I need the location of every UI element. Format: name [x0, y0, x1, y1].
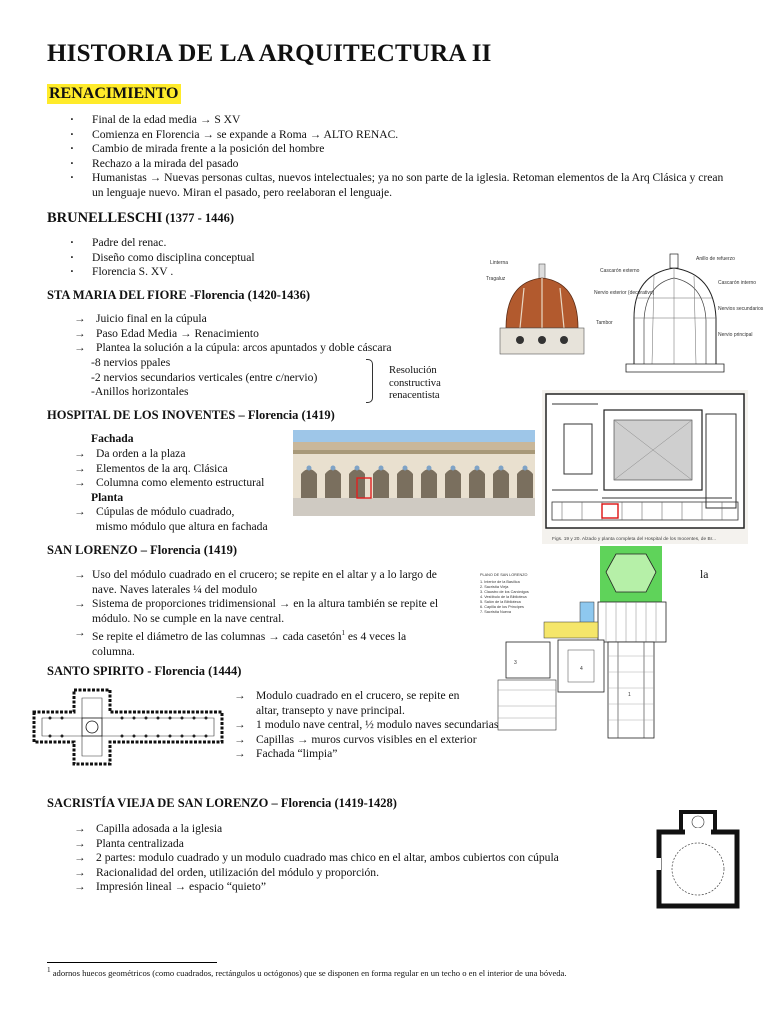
brunelleschi-dates: (1377 - 1446)	[165, 211, 235, 225]
list-item: → Impresión lineal → espacio “quieto”	[74, 880, 654, 895]
list-item: → Capilla adosada a la iglesia	[74, 822, 654, 837]
page-title: HISTORIA DE LA ARQUITECTURA II	[47, 40, 492, 67]
planta-label: Planta	[91, 491, 124, 504]
list-item: · Cambio de mirada frente a la posición del hombre	[70, 142, 730, 157]
sacristia-plan-figure	[655, 808, 741, 912]
item-text: módulo. No se cumple en la nave central.	[92, 611, 285, 625]
list-item: · Comienza en Florencia → se expande a Roma → ALTO RENAC.	[70, 128, 730, 143]
hospital-facade-photo	[293, 430, 535, 516]
list-item: · Diseño como disciplina conceptual	[70, 251, 470, 266]
plan-caption: Figs. 19 y 20. Alzado y planta completa del Hospital de los Inocentes, de Br...	[552, 537, 716, 542]
list-item: → Racionalidad del orden, utilización del módulo y proporción.	[74, 866, 654, 881]
item-text: es 4 veces la	[345, 630, 407, 644]
dome-structure-figure	[484, 248, 764, 382]
fiore-heading: STA MARIA DEL FIORE -Florencia (1420-1436)	[47, 288, 311, 302]
list-item: → Columna como elemento estructural	[74, 476, 294, 491]
list-item: → 1 modulo nave central, ½ modulo naves secundarias	[234, 718, 534, 733]
svg-text:4: 4	[580, 666, 583, 672]
item-text: Se repite el diámetro de las columnas → cada casetón	[92, 630, 342, 644]
list-item: · Padre del renac.	[70, 236, 470, 251]
footnote-text: adornos huecos geométricos (como cuadrados, rectángulos u octógonos) que se disponen en forma regular en un techo o en el interior de una bóveda.	[50, 967, 567, 978]
brunelleschi-list	[70, 236, 470, 280]
footnote	[47, 966, 737, 978]
sacristia-list	[74, 822, 654, 895]
renacimiento-list	[70, 113, 730, 201]
fachada-label: Fachada	[91, 432, 134, 445]
item-text: columna.	[92, 644, 135, 658]
fig-label: Tragaluz	[486, 276, 506, 282]
footnote-divider	[47, 962, 217, 963]
list-item: → Da orden a la plaza	[74, 447, 294, 462]
fiore-list	[74, 312, 474, 356]
legend-item: 1. Interior de la Basílica	[480, 580, 520, 584]
list-item: · Final de la edad media → S XV	[70, 113, 730, 128]
hospital-fachada-list	[74, 447, 294, 491]
list-item: → Se repite el diámetro de las columnas → cada casetón$^1$ es 4 veces la columna.	[74, 626, 407, 658]
list-item: → 2 partes: modulo cuadrado y un modulo cuadrado mas chico en el altar, ambos cubiertos con cúpula	[74, 851, 654, 866]
list-item: → Sistema de proporciones tridimensional → en la altura también se repite el módulo. No se cumple en la nave central.	[74, 597, 439, 625]
brunelleschi-name: BRUNELLESCHI	[47, 210, 163, 226]
fiore-sublist	[91, 356, 361, 400]
list-item: mismo módulo que altura en fachada	[96, 519, 268, 533]
sanlorenzo-trailing-word: la	[700, 568, 709, 581]
santospirito-list	[234, 689, 534, 762]
sacristia-heading: SACRISTÍA VIEJA DE SAN LORENZO – Florencia (1419-1428)	[47, 796, 397, 810]
hospital-plan-figure	[542, 390, 748, 544]
legend-title: PLANO DE SAN LORENZO	[480, 573, 528, 577]
list-item: → Planta centralizada	[74, 837, 654, 852]
item-text: Sistema de proporciones tridimensional → en la altura también se repite el	[92, 597, 439, 611]
fig-label: Anillo de refuerzo	[696, 256, 735, 262]
fig-label: Linterna	[490, 260, 509, 266]
hospital-heading: HOSPITAL DE LOS INOVENTES – Florencia (1419)	[47, 408, 335, 422]
list-item: -Anillos horizontales	[91, 385, 189, 399]
footnote-mark: 1	[47, 966, 51, 974]
legend-item: 5. Salón de la Biblioteca	[480, 600, 521, 604]
legend-item: 6. Capilla de los Príncipes	[480, 605, 524, 609]
fiore-note: Resolución constructiva renacentista	[389, 365, 441, 401]
list-item: · Florencia S. XV .	[70, 265, 470, 280]
legend-item: 2. Sacristía Vieja	[480, 585, 509, 589]
list-item: → Cúpulas de módulo cuadrado,	[74, 505, 304, 520]
item-text: nave. Naves laterales ¼ del modulo	[92, 582, 258, 596]
legend-item: 3. Claustro de los Canónigos	[480, 590, 529, 594]
fig-label: Tambor	[596, 320, 613, 326]
hospital-planta-list	[74, 505, 304, 534]
santospirito-heading: SANTO SPIRITO - Florencia (1444)	[47, 664, 242, 678]
legend-item: 4. Vestíbulo de la Biblioteca	[480, 595, 527, 599]
list-item: → Uso del módulo cuadrado en el crucero; se repite en el altar y a lo largo de nave. Naves laterales ¼ del modulo	[74, 568, 437, 596]
item-text: Uso del módulo cuadrado en el crucero; se repite en el altar y a lo largo de	[92, 568, 437, 581]
svg-text:1: 1	[628, 692, 631, 698]
list-item: -2 nervios secundarios verticales (entre c/nervio)	[91, 370, 318, 384]
list-item: → Elementos de la arq. Clásica	[74, 462, 294, 477]
brace	[366, 359, 373, 403]
santospirito-plan-figure	[30, 686, 226, 768]
section-heading-renacimiento: RENACIMIENTO	[49, 85, 179, 102]
fig-label: Cascarón interno	[718, 280, 757, 286]
list-item: → Modulo cuadrado en el crucero, se repite en	[234, 689, 534, 704]
list-item: → Plantea la solución a la cúpula: arcos apuntados y doble cáscara	[74, 341, 474, 356]
legend-item: 7. Sacristía Nueva	[480, 610, 512, 614]
list-item: → Fachada “limpia”	[234, 747, 534, 762]
list-item: · Humanistas → Nuevas personas cultas, nuevos intelectuales; ya no son parte de la iglesia. Retoman elementos de la Arq Clásica y crean un lenguaje nuevo. Miran el pasado, pero reelaboran el lenguaje.	[70, 171, 730, 200]
list-item: → Paso Edad Media → Renacimiento	[74, 327, 474, 342]
list-item: → Capillas → muros curvos visibles en el exterior	[234, 733, 534, 748]
list-item: altar, transepto y nave principal.	[256, 703, 405, 717]
list-item: · Rechazo a la mirada del pasado	[70, 157, 730, 172]
brunelleschi-heading	[47, 210, 234, 227]
fig-label: Cascarón externo	[600, 268, 640, 274]
svg-text:3: 3	[514, 660, 517, 666]
fig-label: Nervios secundarios	[718, 306, 764, 312]
list-item: -8 nervios ppales	[91, 356, 171, 369]
fig-label: Nervio exterior (decorativo)	[594, 290, 655, 296]
list-item: → Juicio final en la cúpula	[74, 312, 474, 327]
sanlorenzo-list	[74, 568, 474, 659]
sanlorenzo-heading: SAN LORENZO – Florencia (1419)	[47, 543, 238, 557]
fig-label: Nervio principal	[718, 332, 753, 338]
footnote-ref: 1	[341, 629, 345, 638]
